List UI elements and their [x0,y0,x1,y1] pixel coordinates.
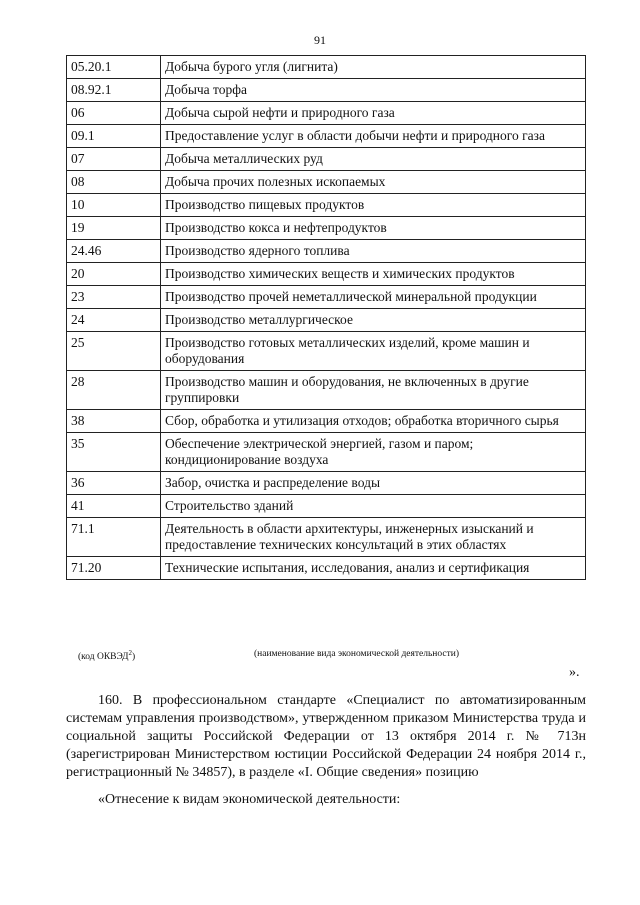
okved-code-caption [78,649,135,662]
okved-code-cell: 71.20 [67,557,161,580]
okved-code-cell: 41 [67,495,161,518]
table-row [67,557,586,580]
table-row [67,472,586,495]
body-text [66,692,586,809]
okved-code-cell: 05.20.1 [67,56,161,79]
activity-name-cell: Добыча прочих полезных ископаемых [161,171,586,194]
table-row [67,217,586,240]
paragraph-classification: «Отнесение к видам экономической деятельности: [98,792,401,807]
activity-name-cell: Сбор, обработка и утилизация отходов; обработка вторичного сырья [161,410,586,433]
table-row [67,240,586,263]
okved-code-cell: 36 [67,472,161,495]
okved-code-cell: 71.1 [67,518,161,557]
activity-name-cell: Производство готовых металлических изделий, кроме машин и оборудования [161,332,586,371]
activity-name-cell: Забор, очистка и распределение воды [161,472,586,495]
activity-name-cell: Технические испытания, исследования, анализ и сертификация [161,557,586,580]
table-row [67,410,586,433]
okved-code-cell: 08 [67,171,161,194]
activity-name-cell: Производство кокса и нефтепродуктов [161,217,586,240]
table-row [67,309,586,332]
activity-name-cell: Добыча торфа [161,79,586,102]
okved-code-cell: 08.92.1 [67,79,161,102]
table-row [67,102,586,125]
closing-quote: ». [569,665,580,680]
table-row [67,79,586,102]
okved-code-cell: 10 [67,194,161,217]
okved-code-cell: 06 [67,102,161,125]
activity-name-cell: Производство металлургическое [161,309,586,332]
okved-table [66,55,586,580]
table-row [67,148,586,171]
activity-name-caption: (наименование вида экономической деятельности) [254,649,459,659]
okved-code-cell: 38 [67,410,161,433]
activity-name-cell: Предоставление услуг в области добычи нефти и природного газа [161,125,586,148]
activity-name-cell: Производство прочей неметаллической минеральной продукции [161,286,586,309]
table-row [67,125,586,148]
activity-name-cell: Обеспечение электрической энергией, газом и паром; кондиционирование воздуха [161,433,586,472]
table-row [67,433,586,472]
activity-name-cell: Добыча металлических руд [161,148,586,171]
okved-code-cell: 28 [67,371,161,410]
activity-name-cell: Строительство зданий [161,495,586,518]
okved-code-cell: 07 [67,148,161,171]
table-row [67,518,586,557]
activity-name-cell: Производство химических веществ и химических продуктов [161,263,586,286]
activity-name-cell: Добыча бурого угля (лигнита) [161,56,586,79]
activity-name-cell: Добыча сырой нефти и природного газа [161,102,586,125]
table-row [67,171,586,194]
footnote-marker: 2 [128,649,132,657]
okved-code-cell: 35 [67,433,161,472]
table-row [67,286,586,309]
table-row [67,56,586,79]
table-row [67,263,586,286]
okved-table-body [67,56,586,580]
table-row [67,495,586,518]
okved-code-caption-text: (код ОКВЭД [78,652,129,663]
activity-name-cell: Производство пищевых продуктов [161,194,586,217]
activity-name-cell: Производство ядерного топлива [161,240,586,263]
paragraph-160: 160. В профессиональном стандарте «Специалист по автоматизированным системам управления производством», утвержденном приказом Министерства труда и социальной защиты Российской Федерации от 13 октября 2014 г. № 713н (зарегистрирован Министерством юстиции Российской Федерации 24 ноября 2014 г., регистрационный № 34857), в разделе «I. Общие сведения» позицию [66,693,586,780]
table-row [67,371,586,410]
page-number: 91 [314,33,326,47]
okved-code-cell: 19 [67,217,161,240]
okved-code-cell: 09.1 [67,125,161,148]
okved-code-cell: 23 [67,286,161,309]
okved-code-caption-close: ) [131,652,136,663]
okved-code-cell: 20 [67,263,161,286]
okved-code-cell: 25 [67,332,161,371]
okved-code-cell: 24 [67,309,161,332]
activity-name-cell: Производство машин и оборудования, не включенных в другие группировки [161,371,586,410]
table-row [67,332,586,371]
activity-name-cell: Деятельность в области архитектуры, инженерных изысканий и предоставление технических консультаций в этих областях [161,518,586,557]
table-row [67,194,586,217]
okved-code-cell: 24.46 [67,240,161,263]
